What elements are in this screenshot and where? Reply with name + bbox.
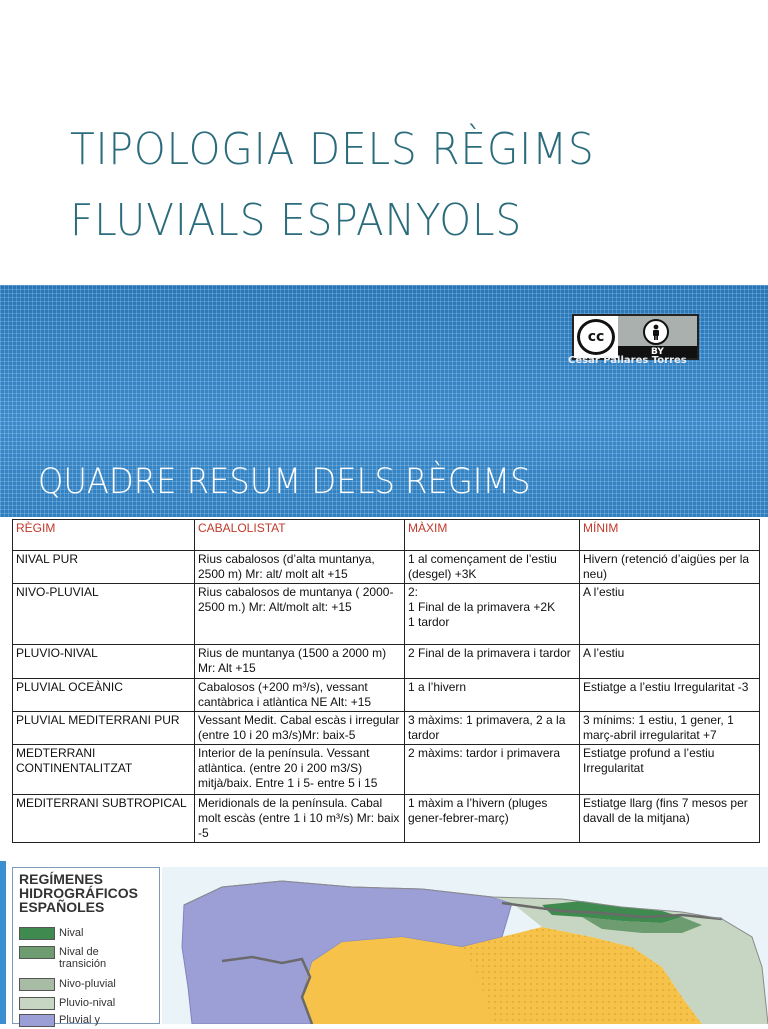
legend-swatch: [19, 946, 55, 959]
cell-minim: Estiatge a l’estiu Irregularitat -3: [580, 679, 760, 712]
header-minim: MÍNIM: [580, 520, 760, 551]
hydro-map: [0, 861, 768, 1024]
cell-minim: Hivern (retenció d’aigües per la neu): [580, 551, 760, 584]
cell-regim: PLUVIO-NIVAL: [13, 645, 195, 679]
cell-maxim: 2: 1 Final de la primavera +2K 1 tardor: [405, 584, 580, 645]
legend-swatch: [19, 1014, 55, 1027]
legend-label: Pluvio-nival: [59, 997, 116, 1009]
cell-regim: MEDTERRANI CONTINENTALITZAT: [13, 745, 195, 795]
cc-icon: cc: [577, 319, 615, 355]
legend-label: Nival: [59, 927, 84, 939]
table-row: [13, 584, 760, 645]
cell-minim: Estiatge profund a l’estiu Irregularitat: [580, 745, 760, 795]
cc-by-license-icon[interactable]: [572, 314, 699, 360]
cell-cabalolistat: Meridionals de la península. Cabal molt escàs (entre 1 i 10 m³/s) Mr: baix -5: [195, 795, 405, 843]
legend-label: Nival de transición: [59, 946, 107, 970]
iberia-map: [162, 867, 768, 1024]
legend-title: REGÍMENES HIDROGRÁFICOS ESPAÑOLES: [19, 871, 138, 915]
cell-maxim: 1 al començament de l’estiu (desgel) +3K: [405, 551, 580, 584]
cell-cabalolistat: Rius cabalosos de muntanya ( 2000-2500 m.) Mr: Alt/molt alt: +15: [195, 584, 405, 645]
cell-cabalolistat: Cabalosos (+200 m³/s), vessant cantàbrica i atlàntica NE Alt: +15: [195, 679, 405, 712]
cc-attribution-panel: [618, 316, 697, 358]
cell-regim: PLUVIAL OCEÀNIC: [13, 679, 195, 712]
author-name: César Pallares Torres: [568, 355, 687, 366]
slide-title-line-1: TIPOLOGIA DELS RÈGIMS: [70, 124, 595, 175]
cell-maxim: 2 màxims: tardor i primavera: [405, 745, 580, 795]
table-row: [13, 745, 760, 795]
section-title: QUADRE RESUM DELS RÈGIMS: [38, 462, 531, 502]
cell-maxim: 1 a l’hivern: [405, 679, 580, 712]
person-glyph: [649, 324, 663, 340]
regims-table: [12, 519, 760, 843]
header-regim: RÈGIM: [13, 520, 195, 551]
slide-title-line-2: FLUVIALS ESPANYOLS: [70, 195, 523, 246]
table-row: [13, 679, 760, 712]
legend-swatch: [19, 978, 55, 991]
legend-label: Pluvial y: [59, 1014, 100, 1026]
legend-label: Nivo-pluvial: [59, 978, 116, 990]
cell-minim: Estiatge llarg (fins 7 mesos per davall de la mitjana): [580, 795, 760, 843]
by-label: BY: [618, 346, 697, 358]
cell-regim: PLUVIAL MEDITERRANI PUR: [13, 712, 195, 745]
cell-cabalolistat: Interior de la península. Vessant atlàntica. (entre 20 i 200 m3/S) mitjà/baix. Entre 1 i 5- entre 5 i 15: [195, 745, 405, 795]
legend-swatch: [19, 997, 55, 1010]
cell-cabalolistat: Rius de muntanya (1500 a 2000 m) Mr: Alt +15: [195, 645, 405, 679]
cell-cabalolistat: Rius cabalosos (d’alta muntanya, 2500 m) Mr: alt/ molt alt +15: [195, 551, 405, 584]
title-area: [0, 0, 768, 285]
header-cabalolistat: CABALOLISTAT: [195, 520, 405, 551]
map-legend: [12, 867, 160, 1024]
cell-maxim: 1 màxim a l’hivern (pluges gener-febrer-març): [405, 795, 580, 843]
cell-regim: NIVAL PUR: [13, 551, 195, 584]
table-row: [13, 551, 760, 584]
cell-minim: 3 mínims: 1 estiu, 1 gener, 1 març-abril irregularitat +7: [580, 712, 760, 745]
cell-maxim: 3 màxims: 1 primavera, 2 a la tardor: [405, 712, 580, 745]
legend-swatch: [19, 927, 55, 940]
cell-minim: A l’estiu: [580, 584, 760, 645]
table-row: [13, 712, 760, 745]
map-edge-bar: [0, 861, 6, 1024]
iberia-map-svg: [162, 867, 768, 1024]
table-row: [13, 645, 760, 679]
table-row: [13, 795, 760, 843]
cell-cabalolistat: Vessant Medit. Cabal escàs i irregular (entre 10 i 20 m3/s)Mr: baix-5: [195, 712, 405, 745]
person-icon: [643, 319, 669, 345]
header-maxim: MÀXIM: [405, 520, 580, 551]
cell-regim: MEDITERRANI SUBTROPICAL: [13, 795, 195, 843]
cell-regim: NIVO-PLUVIAL: [13, 584, 195, 645]
table-header-row: [13, 520, 760, 551]
cell-maxim: 2 Final de la primavera i tardor: [405, 645, 580, 679]
cell-minim: A l’estiu: [580, 645, 760, 679]
